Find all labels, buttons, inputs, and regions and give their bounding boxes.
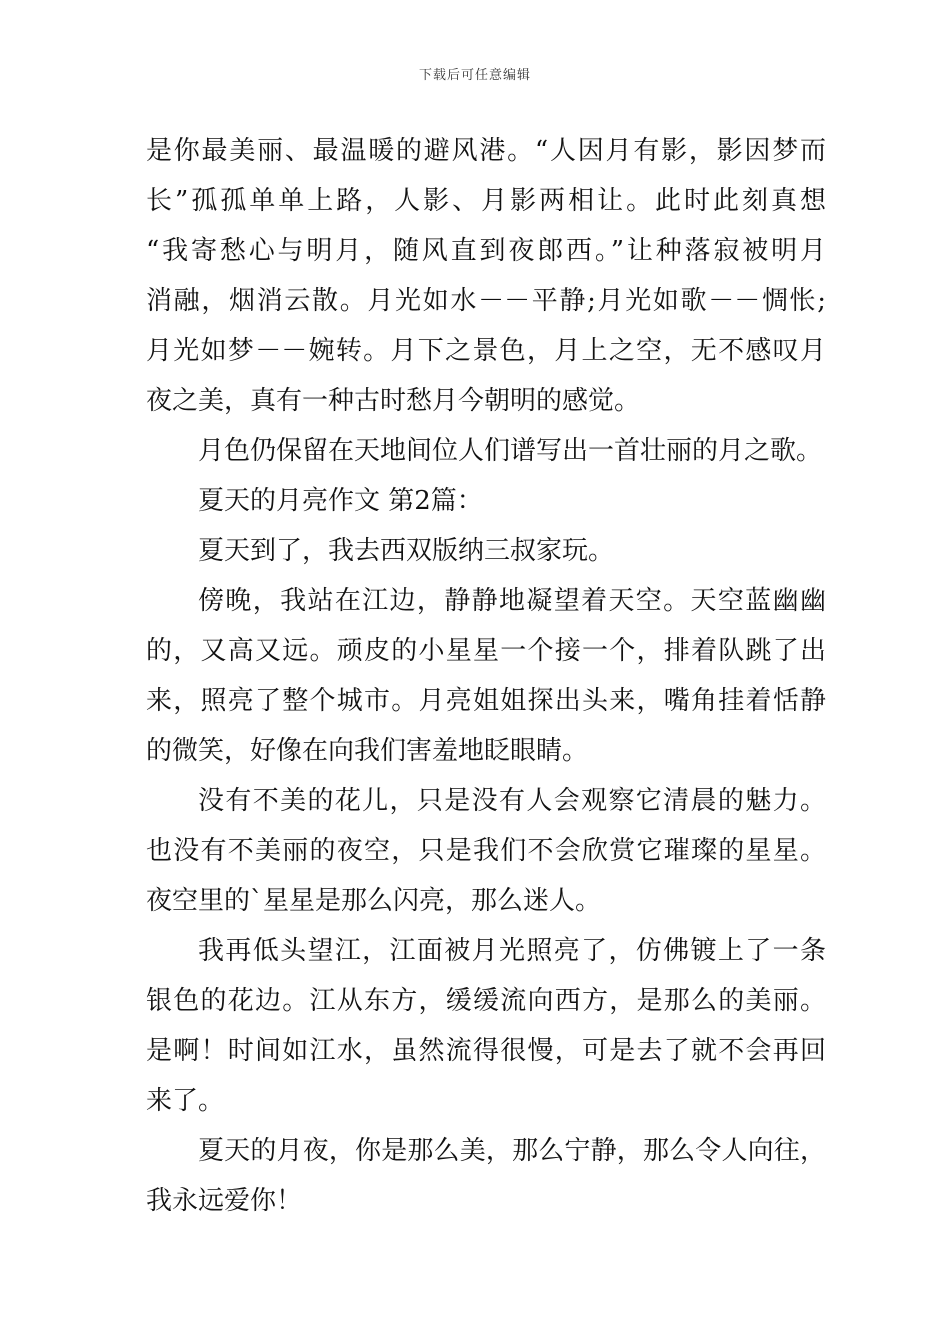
- text-line: 是啊！时间如江水，虽然流得很慢，可是去了就不会再回: [146, 1036, 826, 1066]
- text-line: 银色的花边。江从东方，缓缓流向西方，是那么的美丽。: [146, 986, 826, 1016]
- text-line: 夜之美，真有一种古时愁月今朝明的感觉。: [146, 386, 641, 416]
- paragraph-line: 夏天的月夜，你是那么美，那么宁静，那么令人向往，: [198, 1136, 826, 1166]
- text-line: 的，又高又远。顽皮的小星星一个接一个，排着队跳了出: [146, 636, 826, 666]
- text-line: 的微笑，好像在向我们害羞地眨眼睛。: [146, 736, 589, 766]
- paragraph-line: 月色仍保留在天地间位人们谱写出一首壮丽的月之歌。: [198, 436, 823, 466]
- text-line: 来了。: [146, 1086, 225, 1116]
- text-line: 也没有不美丽的夜空，只是我们不会欣赏它璀璨的星星。: [146, 836, 826, 866]
- section-heading: 夏天的月亮作文 第2篇：: [198, 486, 483, 516]
- text-line: 是你最美丽、最温暖的避风港。“人因月有影，影因梦而: [146, 136, 826, 166]
- document-body: [146, 126, 826, 1226]
- text-line: 夜空里的`星星是那么闪亮，那么迷人。: [146, 886, 602, 916]
- paragraph-line: 夏天到了，我去西双版纳三叔家玩。: [198, 536, 615, 566]
- text-line: 月光如梦－－婉转。月下之景色，月上之空，无不感叹月: [146, 336, 826, 366]
- text-line: 我永远爱你！: [146, 1186, 303, 1216]
- text-line: 消融，烟消云散。月光如水－－平静;月光如歌－－惆怅;: [146, 286, 826, 316]
- paragraph-line: 没有不美的花儿，只是没有人会观察它清晨的魅力。: [198, 786, 826, 816]
- text-line: 长”孤孤单单上路，人影、月影两相让。此时此刻真想: [146, 186, 826, 216]
- text-line: 来，照亮了整个城市。月亮姐姐探出头来，嘴角挂着恬静: [146, 686, 826, 716]
- page-header: 下载后可任意编辑: [418, 68, 531, 83]
- paragraph-line: 我再低头望江，江面被月光照亮了，仿佛镀上了一条: [198, 936, 826, 966]
- text-line: “我寄愁心与明月，随风直到夜郎西。”让种落寂被明月: [146, 236, 826, 266]
- paragraph-line: 傍晚，我站在江边，静静地凝望着天空。天空蓝幽幽: [198, 586, 826, 616]
